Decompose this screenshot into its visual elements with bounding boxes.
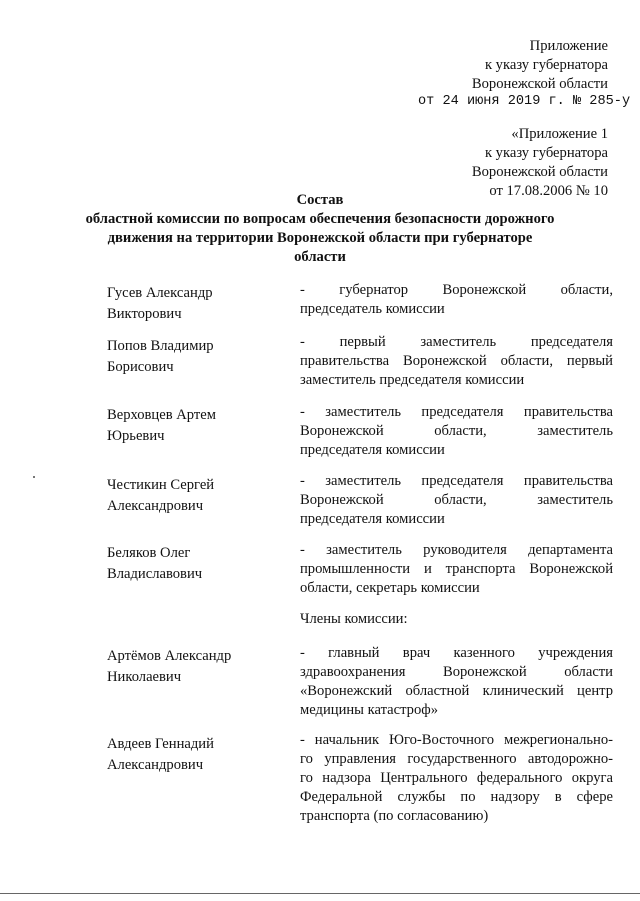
member-role-line: транспорта (по согласованию) <box>300 808 489 824</box>
appendix1-line: Воронежской области <box>471 164 608 180</box>
member-name-line: Беляков Олег <box>107 545 191 561</box>
member-role-line: правительства Воронежской области, первый <box>300 353 613 369</box>
title-line: области <box>294 249 346 265</box>
member-role-line: Федеральной службы по надзору в сфере <box>300 789 613 805</box>
member-role <box>300 541 613 598</box>
member-role-line: - начальник Юго-Восточного межрегионально- <box>300 732 613 748</box>
member-name-line: Александрович <box>107 498 204 514</box>
members-heading: Члены комиссии: <box>300 611 408 627</box>
member-role-line: - заместитель председателя правительства <box>300 404 613 420</box>
member-role <box>300 472 613 529</box>
member-name-line: Попов Владимир <box>107 338 214 354</box>
scan-speck <box>33 476 35 478</box>
member-role-line: заместитель председателя комиссии <box>300 372 525 388</box>
member-role-line: Воронежской области, заместитель <box>300 492 613 508</box>
member-role-line: го надзора Центрального федерального округа <box>300 770 613 786</box>
appendix-header <box>360 37 608 94</box>
appendix1-header <box>360 125 608 201</box>
title-line: Состав <box>296 192 344 208</box>
member-role-line: - первый заместитель председателя <box>300 334 613 350</box>
member-role-line: - заместитель руководителя департамента <box>300 542 613 558</box>
member-role <box>300 644 613 720</box>
member-name-line: Викторович <box>107 306 182 322</box>
page-bottom-edge <box>0 893 640 894</box>
member-name-line: Юрьевич <box>107 428 165 444</box>
member-role-line: - губернатор Воронежской области, <box>300 282 613 298</box>
member-role-line: «Воронежский областной клинический центр <box>300 683 613 699</box>
appendix1-line: к указу губернатора <box>484 145 608 161</box>
member-name <box>107 405 277 447</box>
member-name <box>107 543 277 585</box>
member-role <box>300 333 613 390</box>
appendix1-line: «Приложение 1 <box>511 126 608 142</box>
appendix-line: Приложение <box>529 38 608 54</box>
member-name <box>107 336 277 378</box>
member-role-line: промышленности и транспорта Воронежской <box>300 561 613 577</box>
member-name <box>107 646 277 688</box>
member-role-line: здравоохранения Воронежской области <box>300 664 613 680</box>
member-name-line: Артёмов Александр <box>107 648 232 664</box>
member-role-line: области, секретарь комиссии <box>300 580 480 596</box>
member-name-line: Верховцев Артем <box>107 407 216 423</box>
title-line: областной комиссии по вопросам обеспечения безопасности дорожного <box>85 211 555 227</box>
member-role-line: председателя комиссии <box>300 511 445 527</box>
member-role-line: Воронежской области, заместитель <box>300 423 613 439</box>
member-name-line: Авдеев Геннадий <box>107 736 214 752</box>
member-name <box>107 475 277 517</box>
member-name-line: Гусев Александр <box>107 285 213 301</box>
member-role-line: - главный врач казенного учреждения <box>300 645 613 661</box>
title-line: движения на территории Воронежской области при губернаторе <box>107 230 533 246</box>
member-name-line: Борисович <box>107 359 174 375</box>
member-role <box>300 281 613 319</box>
member-role-line: - заместитель председателя правительства <box>300 473 613 489</box>
member-role-line: председателя комиссии <box>300 442 445 458</box>
member-name-line: Александрович <box>107 757 204 773</box>
member-role-line: председатель комиссии <box>300 301 445 317</box>
member-name <box>107 283 277 325</box>
appendix-line: к указу губернатора <box>484 57 608 73</box>
member-name-line: Честикин Сергей <box>107 477 215 493</box>
appendix-line: Воронежской области <box>471 76 608 92</box>
decree-reference: от 24 июня 2019 г. № 285-у <box>418 94 631 109</box>
member-role <box>300 403 613 460</box>
member-name-line: Владиславович <box>107 566 203 582</box>
member-role-line: го управления государственного автодорожно- <box>300 751 613 767</box>
document-title <box>0 191 640 267</box>
member-role <box>300 731 613 826</box>
appendix1-line: от 17.08.2006 № 10 <box>489 183 608 199</box>
member-role-line: медицины катастроф» <box>300 702 439 718</box>
member-name-line: Николаевич <box>107 669 182 685</box>
member-name <box>107 734 277 776</box>
